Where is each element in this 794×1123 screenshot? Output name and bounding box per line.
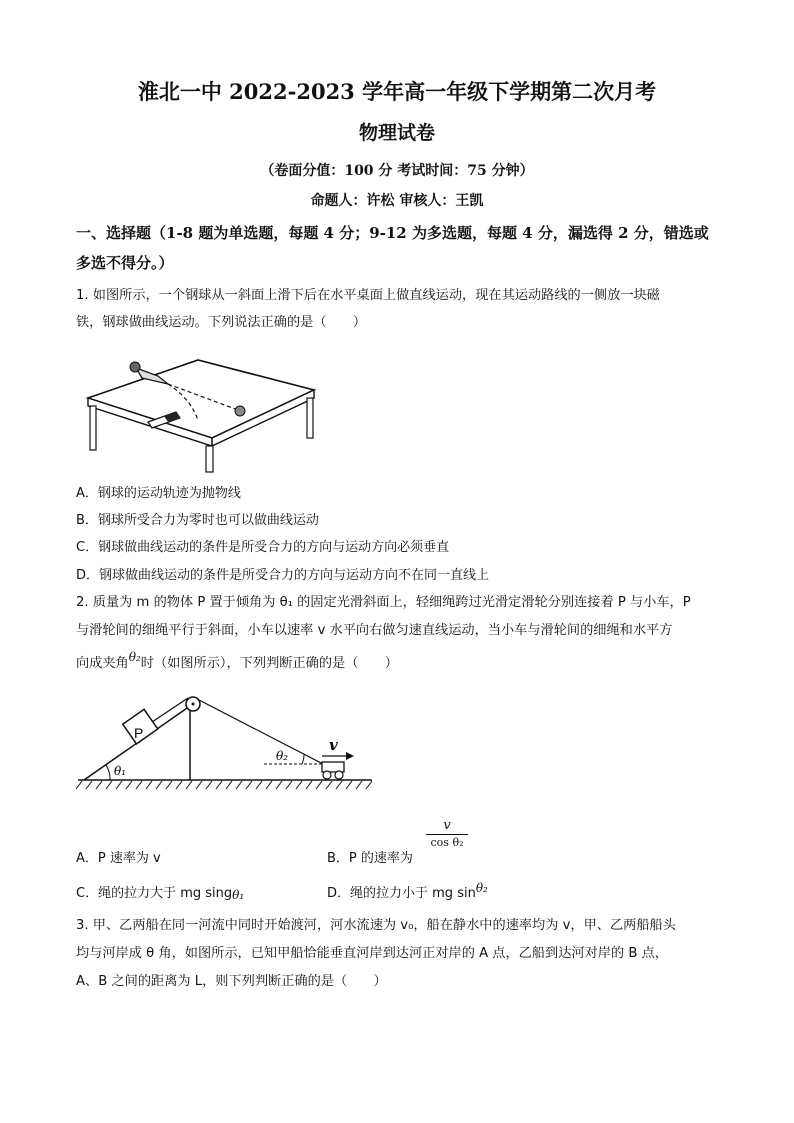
q2-option-d	[327, 882, 488, 901]
q1-option-c: C．钢球做曲线运动的条件是所受合力的方向与运动方向必须垂直	[76, 540, 450, 555]
q1-stem-line1: 1. 如图所示，一个钢球从一斜面上滑下后在水平桌面上做直线运动，现在其运动路线的一侧放一块磁	[76, 288, 660, 303]
q2-option-d-text: D．绳的拉力小于 mg sin	[327, 886, 476, 901]
q3-stem-line1: 3. 甲、乙两船在同一河流中同时开始渡河，河水流速为 v₀，船在静水中的速率均为 v，甲、乙两船船头	[76, 918, 676, 933]
q2-option-b-denominator: cos θ₂	[430, 836, 464, 849]
q2-stem-line1: 2. 质量为 m 的物体 P 置于倾角为 θ₁ 的固定光滑斜面上，轻细绳跨过光滑定滑轮分别连接着 P 与小车，P	[76, 595, 691, 610]
q2-line3-pre: 向成夹角	[76, 656, 129, 671]
q1-option-a: A．钢球的运动轨迹为抛物线	[76, 486, 241, 501]
q2-stem-line3	[76, 652, 398, 671]
q1-option-d: D．钢球做曲线运动的条件是所受合力的方向与运动方向不在同一直线上	[76, 568, 490, 583]
q3-stem-line3: A、B 之间的距离为 L，则下列判断正确的是（ ）	[76, 974, 387, 989]
q2-option-a: A．P 速率为 v	[76, 851, 161, 866]
q2-angle2-label: θ₂	[276, 749, 289, 763]
q2-line3-post: 时（如图所示），下列判断正确的是（ ）	[140, 656, 398, 671]
exam-authors: 命题人：许松 审核人：王凯	[310, 193, 484, 209]
exam-title: 淮北一中 2022-2023 学年高一年级下学期第二次月考	[137, 79, 657, 104]
q2-option-c-symbol: θ₁	[232, 888, 245, 902]
q3-stem-line2: 均与河岸成 θ 角，如图所示，已知甲船恰能垂直河岸到达河正对岸的 A 点，乙船到达河对岸的 B 点，	[76, 946, 668, 961]
q1-option-b: B．钢球所受合力为零时也可以做曲线运动	[76, 513, 319, 528]
q2-stem-line2: 与滑轮间的细绳平行于斜面，小车以速率 v 水平向右做匀速直线运动，当小车与滑轮间的细绳和水平方	[76, 623, 673, 638]
section-heading-line1: 一、选择题（1-8 题为单选题，每题 4 分；9-12 为多选题，每题 4 分，漏选得 2 分，错选或	[76, 224, 709, 242]
q2-option-b-text: B．P 的速率为	[327, 851, 413, 866]
q2-option-c	[76, 882, 244, 901]
q2-angle1-label: θ₁	[114, 764, 127, 778]
q2-option-d-symbol: θ₂	[475, 881, 488, 895]
subject-title: 物理试卷	[358, 122, 435, 144]
section-heading-line2: 多选不得分。）	[76, 254, 174, 272]
q2-velocity-label: v	[329, 736, 338, 754]
q1-stem-line2: 铁，钢球做曲线运动。下列说法正确的是（ ）	[76, 315, 367, 330]
q2-option-b-numerator: v	[426, 818, 468, 835]
q2-figure-incline	[76, 690, 376, 798]
q2-option-b-fraction	[426, 818, 468, 849]
exam-info: （卷面分值：100 分 考试时间：75 分钟）	[260, 163, 534, 179]
q1-figure-table	[80, 350, 320, 475]
q2-block-label: P	[134, 725, 144, 741]
q2-line3-symbol: θ₂	[128, 650, 141, 664]
q2-option-c-text: C．绳的拉力大于 mg sing	[76, 886, 233, 901]
